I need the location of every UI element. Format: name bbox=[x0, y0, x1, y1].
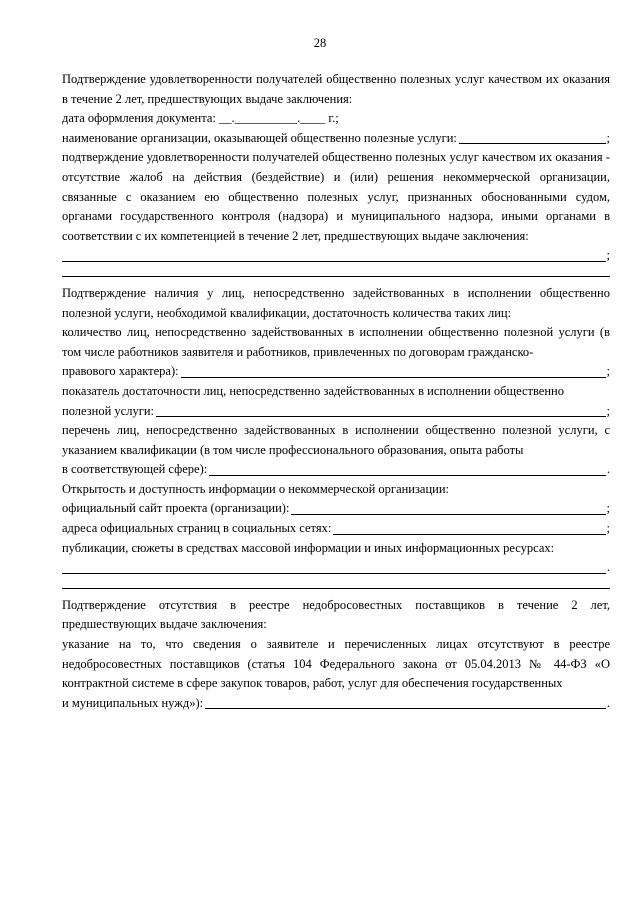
media-publications-label: публикации, сюжеты в средствах массовой информации и иных информационных ресурсах: bbox=[62, 540, 555, 555]
staff-list-field: в соответствующей сфере): . bbox=[62, 462, 610, 477]
official-site-blank bbox=[291, 514, 605, 515]
staff-sufficiency-field: полезной услуги: ; bbox=[62, 403, 610, 418]
organization-name-label: наименование организации, оказывающей общественно полезные услуги: bbox=[62, 130, 457, 145]
document-body bbox=[62, 70, 610, 713]
section-divider bbox=[62, 578, 610, 589]
section-2-title: Подтверждение наличия у лиц, непосредственно задействованных в исполнении общественно полезной услуги, необходимой квалификации, достаточность количества таких лиц: bbox=[62, 285, 610, 320]
page-number: 28 bbox=[313, 36, 327, 50]
section-3-title: Открытость и доступность информации о некоммерческой организации: bbox=[62, 481, 450, 496]
staff-count-field: правового характера): ; bbox=[62, 364, 610, 379]
official-site-field: официальный сайт проекта (организации): ; bbox=[62, 501, 610, 516]
staff-list-blank bbox=[209, 475, 606, 476]
staff-list-text: перечень лиц, непосредственно задействованных в исполнении общественно полезной услуги, с указанием квалификации (в том числе профессионального образования, опыта работы bbox=[62, 423, 610, 457]
staff-count-blank bbox=[181, 377, 606, 378]
staff-count-text: количество лиц, непосредственно задействованных в исполнении общественно полезной услуги (в том числе работников заявителя и работников, привлеченных по договорам гражданско- bbox=[62, 325, 610, 359]
section-4-title: Подтверждение отсутствия в реестре недобросовестных поставщиков в течение 2 лет, предшествующих выдаче заключения: bbox=[62, 597, 610, 632]
registry-statement-blank bbox=[205, 708, 606, 709]
social-pages-blank bbox=[333, 534, 605, 535]
section-divider bbox=[62, 266, 610, 277]
organization-name-field: наименование организации, оказывающей общественно полезные услуги: ; bbox=[62, 129, 610, 149]
satisfaction-confirmation-text: подтверждение удовлетворенности получателей общественно полезных услуг качеством их оказания - отсутствие жалоб на действия (бездействие) и (или) решения некоммерческой организации, связанные с оказанием ею общественно полезных услуг, признанных обоснованными судом, органами государственного контроля (надзора) и муниципального надзора, иными органами в соответствии с их компетенцией в течение 2 лет, предшествующих выдаче заключения: bbox=[62, 150, 610, 243]
registry-statement-field: и муниципальных нужд»): . bbox=[62, 695, 610, 710]
staff-sufficiency-text: показатель достаточности лиц, непосредственно задействованных в исполнении общественно bbox=[62, 383, 564, 398]
document-date-field: дата оформления документа: __.__________.____ г.; bbox=[62, 111, 339, 126]
media-publications-blank: . bbox=[62, 558, 610, 578]
registry-statement-text: указание на то, что сведения о заявителе и перечисленных лицах отсутствуют в реестре недобросовестных поставщиков (статья 104 Федерального закона от 05.04.2013 № 44-ФЗ «О контрактной системе в сфере закупок товаров, работ, услуг для обеспечения государственных bbox=[62, 637, 610, 691]
social-pages-field: адреса официальных страниц в социальных сетях: ; bbox=[62, 521, 610, 536]
section-1-title: Подтверждение удовлетворенности получателей общественно полезных услуг качеством их оказания в течение 2 лет, предшествующих выдаче заключения: bbox=[62, 72, 610, 106]
satisfaction-confirmation-blank: ; bbox=[62, 246, 610, 266]
organization-name-blank bbox=[459, 143, 606, 144]
staff-sufficiency-blank bbox=[156, 416, 606, 417]
